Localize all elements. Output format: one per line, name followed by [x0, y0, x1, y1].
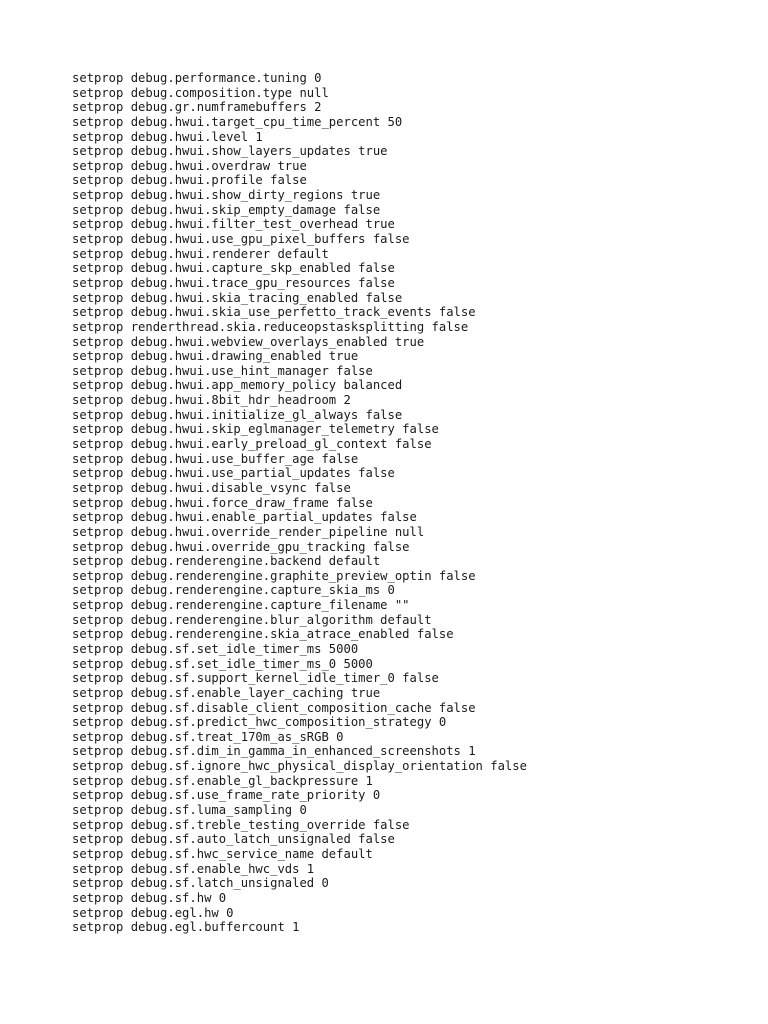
text-line: setprop debug.renderengine.skia_atrace_enabled false: [72, 627, 454, 642]
text-line: setprop debug.hwui.force_draw_frame false: [72, 495, 373, 510]
text-line: setprop debug.sf.auto_latch_unsignaled false: [72, 832, 395, 847]
text-line: setprop debug.hwui.use_hint_manager false: [72, 363, 373, 378]
text-line: setprop debug.hwui.early_preload_gl_context false: [72, 437, 432, 452]
text-line: setprop debug.renderengine.capture_skia_ms 0: [72, 583, 395, 598]
text-line: setprop debug.hwui.trace_gpu_resources false: [72, 275, 395, 290]
text-line: setprop debug.hwui.use_gpu_pixel_buffers false: [72, 232, 410, 247]
text-line: setprop debug.sf.disable_client_composition_cache false: [72, 700, 476, 715]
text-line: setprop debug.hwui.skip_empty_damage false: [72, 202, 381, 217]
text-line: setprop debug.sf.luma_sampling 0: [72, 803, 307, 818]
text-line: setprop debug.composition.type null: [72, 85, 329, 100]
text-line: setprop debug.egl.hw 0: [72, 905, 234, 920]
text-line: setprop debug.hwui.level 1: [72, 129, 263, 144]
text-line: setprop debug.sf.hwc_service_name default: [72, 846, 373, 861]
text-line: setprop debug.sf.treble_testing_override false: [72, 817, 410, 832]
text-line: setprop debug.sf.support_kernel_idle_timer_0 false: [72, 671, 439, 686]
text-line: setprop debug.renderengine.capture_filename "": [72, 598, 410, 613]
text-line: setprop debug.sf.predict_hwc_composition_strategy 0: [72, 715, 447, 730]
text-line: setprop debug.hwui.skip_eglmanager_telemetry false: [72, 422, 439, 437]
text-line: setprop debug.sf.use_frame_rate_priority 0: [72, 788, 381, 803]
text-line: setprop debug.hwui.filter_test_overhead true: [72, 217, 395, 232]
text-line: setprop debug.sf.treat_170m_as_sRGB 0: [72, 729, 344, 744]
text-line: setprop debug.sf.ignore_hwc_physical_display_orientation false: [72, 759, 527, 774]
document-body: [72, 71, 527, 935]
text-line: setprop debug.hwui.app_memory_policy balanced: [72, 378, 403, 393]
text-line: setprop debug.hwui.use_partial_updates false: [72, 466, 395, 481]
text-line: setprop debug.hwui.skia_use_perfetto_track_events false: [72, 305, 476, 320]
text-line: setprop debug.egl.buffercount 1: [72, 920, 300, 935]
text-line: setprop debug.hwui.override_gpu_tracking false: [72, 539, 410, 554]
text-line: setprop debug.hwui.profile false: [72, 173, 307, 188]
text-line: setprop debug.performance.tuning 0: [72, 71, 322, 85]
text-line: setprop debug.hwui.drawing_enabled true: [72, 349, 359, 364]
text-line: setprop debug.hwui.disable_vsync false: [72, 480, 351, 495]
text-line: setprop debug.sf.set_idle_timer_ms_0 5000: [72, 656, 373, 671]
text-line: setprop debug.hwui.capture_skp_enabled false: [72, 261, 395, 276]
text-line: setprop debug.hwui.show_dirty_regions true: [72, 188, 381, 203]
text-line: setprop debug.sf.dim_in_gamma_in_enhanced_screenshots 1: [72, 744, 476, 759]
text-line: setprop debug.hwui.renderer default: [72, 246, 329, 261]
text-line: setprop renderthread.skia.reduceopstasksplitting false: [72, 319, 469, 334]
text-line: setprop debug.sf.enable_layer_caching true: [72, 685, 381, 700]
text-line: setprop debug.hwui.8bit_hdr_headroom 2: [72, 393, 351, 408]
text-line: setprop debug.hwui.skia_tracing_enabled false: [72, 290, 403, 305]
text-line: setprop debug.hwui.target_cpu_time_percent 50: [72, 114, 403, 129]
text-line: setprop debug.renderengine.backend default: [72, 554, 381, 569]
text-line: setprop debug.hwui.initialize_gl_always false: [72, 407, 403, 422]
text-line: setprop debug.hwui.use_buffer_age false: [72, 451, 359, 466]
text-line: setprop debug.hwui.enable_partial_updates false: [72, 510, 417, 525]
text-line: setprop debug.gr.numframebuffers 2: [72, 100, 322, 115]
text-line: setprop debug.hwui.overdraw true: [72, 158, 307, 173]
text-line: setprop debug.sf.enable_hwc_vds 1: [72, 861, 315, 876]
text-line: setprop debug.sf.set_idle_timer_ms 5000: [72, 641, 359, 656]
text-line: setprop debug.sf.enable_gl_backpressure 1: [72, 773, 373, 788]
text-line: setprop debug.hwui.override_render_pipeline null: [72, 524, 425, 539]
text-line: setprop debug.renderengine.graphite_preview_optin false: [72, 568, 476, 583]
text-line: setprop debug.sf.hw 0: [72, 890, 227, 905]
text-line: setprop debug.renderengine.blur_algorithm default: [72, 612, 432, 627]
text-line: setprop debug.hwui.webview_overlays_enabled true: [72, 334, 425, 349]
text-line: setprop debug.hwui.show_layers_updates true: [72, 144, 388, 159]
text-line: setprop debug.sf.latch_unsignaled 0: [72, 876, 329, 891]
